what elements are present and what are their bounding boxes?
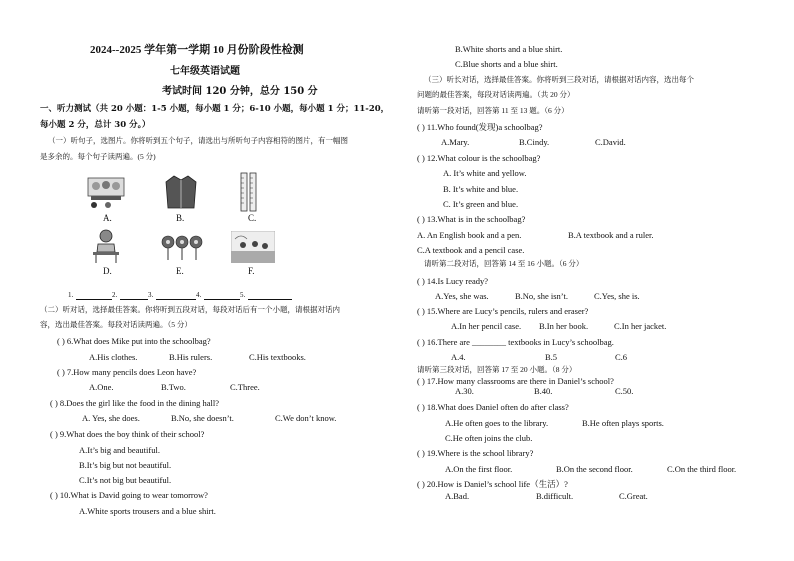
q16-option-c[interactable]: C.6 — [615, 352, 628, 362]
q9-option-b[interactable]: B.It’s big but not beautiful. — [79, 460, 172, 470]
exam-time-score: 考试时间 120 分钟，总分 150 分 — [162, 86, 318, 97]
question-20: ( ) 20.How is Daniel’s school life（生活）? — [417, 479, 568, 489]
answer-blank-4[interactable] — [204, 299, 240, 300]
part1-instruction-line1: （一）听句子，选图片。你将听到五个句子，请选出与所听句子内容相符的图片，有一幅图 — [48, 136, 348, 145]
q13-option-a[interactable]: A. An English book and a pen. — [417, 230, 522, 240]
q10-option-a[interactable]: A.White sports trousers and a blue shirt. — [79, 506, 216, 516]
picture-label-d: D. — [103, 266, 112, 276]
picture-label-e: E. — [176, 266, 184, 276]
answer-blank-2[interactable] — [120, 299, 148, 300]
part2-instruction-line1: （二）听对话，选择最佳答案。你将听到五段对话，每段对话后有一个小题，请根据对话内 — [40, 305, 340, 314]
picture-label-f: F. — [248, 266, 255, 276]
part2-instruction-line2: 容，选出最佳答案。每段对话读两遍。（5 分） — [40, 320, 192, 329]
dialog2-intro: 请听第二段对话，回答第 14 至 16 小题。（6 分） — [424, 259, 584, 268]
q13-option-c[interactable]: C.A textbook and a pencil case. — [417, 245, 525, 255]
q18-option-b[interactable]: B.He often plays sports. — [582, 418, 664, 428]
question-7: ( ) 7.How many pencils does Leon have? — [57, 367, 197, 377]
q12-option-b[interactable]: B. It’s white and blue. — [443, 184, 519, 194]
q19-option-b[interactable]: B.On the second floor. — [556, 464, 633, 474]
q13-option-b[interactable]: B.A textbook and a ruler. — [568, 230, 654, 240]
part1-instruction-line2: 是多余的。每个句子读两遍。(5 分) — [40, 152, 156, 161]
question-18: ( ) 18.What does Daniel often do after class? — [417, 402, 569, 412]
q8-option-c[interactable]: C.We don’t know. — [275, 413, 337, 423]
question-6: ( ) 6.What does Mike put into the schoolbag? — [57, 336, 211, 346]
q19-option-a[interactable]: A.On the first floor. — [445, 464, 513, 474]
q14-option-a[interactable]: A.Yes, she was. — [435, 291, 489, 301]
question-12: ( ) 12.What colour is the schoolbag? — [417, 153, 541, 163]
q19-option-c[interactable]: C.On the third floor. — [667, 464, 737, 474]
q7-option-a[interactable]: A.One. — [89, 382, 114, 392]
q20-option-a[interactable]: A.Bad. — [445, 491, 470, 501]
classroom-kids-icon — [86, 176, 126, 210]
q9-option-c[interactable]: C.It’s not big but beautiful. — [79, 475, 172, 485]
q7-option-b[interactable]: B.Two. — [161, 382, 186, 392]
part3-instruction-line2: 问题的最佳答案，每段对话读两遍。（共 20 分） — [417, 90, 575, 99]
picture-label-c: C. — [248, 213, 257, 223]
question-16: ( ) 16.There are ________ textbooks in Lucy’s schoolbag. — [417, 337, 614, 347]
exam-subtitle: 七年级英语试题 — [170, 66, 240, 77]
q18-option-c[interactable]: C.He often joins the club. — [445, 433, 533, 443]
q8-option-a[interactable]: A. Yes, she does. — [82, 413, 140, 423]
flowers-icon — [160, 234, 204, 262]
q6-option-b[interactable]: B.His rulers. — [169, 352, 213, 362]
q20-option-b[interactable]: B.difficult. — [536, 491, 574, 501]
q16-option-b[interactable]: B.5 — [545, 352, 558, 362]
playground-icon — [231, 231, 275, 263]
q12-option-c[interactable]: C. It’s green and blue. — [443, 199, 519, 209]
section1-heading-line2: 每小题 2 分，总计 30 分。） — [40, 120, 151, 130]
q15-option-a[interactable]: A.In her pencil case. — [451, 321, 522, 331]
girl-reading-icon — [91, 228, 121, 264]
q17-option-c[interactable]: C.50. — [615, 386, 634, 396]
q14-option-b[interactable]: B.No, she isn’t. — [515, 291, 568, 301]
q6-option-c[interactable]: C.His textbooks. — [249, 352, 306, 362]
answer-blank-label: 4. — [196, 291, 202, 299]
q14-option-c[interactable]: C.Yes, she is. — [594, 291, 640, 301]
question-14: ( ) 14.Is Lucy ready? — [417, 276, 489, 286]
q9-option-a[interactable]: A.It’s big and beautiful. — [79, 445, 160, 455]
dialog1-intro: 请听第一段对话，回答第 11 至 13 题。（6 分） — [417, 106, 569, 115]
question-8: ( ) 8.Does the girl like the food in the dining hall? — [50, 398, 220, 408]
question-19: ( ) 19.Where is the school library? — [417, 448, 534, 458]
question-11: ( ) 11.Who found(发现)a schoolbag? — [417, 122, 543, 132]
jacket-icon — [164, 174, 198, 210]
rulers-icon — [238, 172, 260, 212]
picture-label-a: A. — [103, 213, 112, 223]
q18-option-a[interactable]: A.He often goes to the library. — [445, 418, 549, 428]
q8-option-b[interactable]: B.No, she doesn’t. — [171, 413, 234, 423]
question-10: ( ) 10.What is David going to wear tomorrow? — [50, 490, 208, 500]
question-13: ( ) 13.What is in the schoolbag? — [417, 214, 526, 224]
answer-blank-3[interactable] — [156, 299, 196, 300]
section1-heading-line1: 一、听力测试（共 20 小题：1-5 小题，每小题 1 分；6-10 小题，每小题 1 分；11-20， — [40, 104, 390, 114]
answer-blank-1[interactable] — [76, 299, 112, 300]
q15-option-c[interactable]: C.In her jacket. — [614, 321, 667, 331]
q16-option-a[interactable]: A.4. — [451, 352, 466, 362]
dialog3-intro: 请听第三段对话，回答第 17 至 20 小题。（8 分） — [417, 365, 577, 374]
q7-option-c[interactable]: C.Three. — [230, 382, 260, 392]
part3-instruction-line1: （三）听长对话，选择最佳答案。你将听到三段对话，请根据对话内容，选出每个 — [424, 75, 694, 84]
q10-option-b[interactable]: B.White shorts and a blue shirt. — [455, 44, 563, 54]
q17-option-b[interactable]: B.40. — [534, 386, 553, 396]
q11-option-c[interactable]: C.David. — [595, 137, 626, 147]
answer-blank-label: 3. — [148, 291, 154, 299]
q17-option-a[interactable]: A.30. — [455, 386, 474, 396]
question-17: ( ) 17.How many classrooms are there in Daniel’s school? — [417, 376, 614, 386]
q12-option-a[interactable]: A. It’s white and yellow. — [443, 168, 527, 178]
q10-option-c[interactable]: C.Blue shorts and a blue shirt. — [455, 59, 558, 69]
answer-blank-label: 5. — [240, 291, 246, 299]
question-9: ( ) 9.What does the boy think of their school? — [50, 429, 205, 439]
answer-blank-label: 2. — [112, 291, 118, 299]
exam-title: 2024--2025 学年第一学期 10 月份阶段性检测 — [90, 44, 304, 56]
q15-option-b[interactable]: B.In her book. — [539, 321, 589, 331]
q11-option-a[interactable]: A.Mary. — [441, 137, 470, 147]
q11-option-b[interactable]: B.Cindy. — [519, 137, 550, 147]
question-15: ( ) 15.Where are Lucy’s pencils, rulers and eraser? — [417, 306, 589, 316]
answer-blank-5[interactable] — [248, 299, 292, 300]
q6-option-a[interactable]: A.His clothes. — [89, 352, 138, 362]
picture-label-b: B. — [176, 213, 185, 223]
q20-option-c[interactable]: C.Great. — [619, 491, 648, 501]
answer-blank-label: 1. — [68, 291, 74, 299]
